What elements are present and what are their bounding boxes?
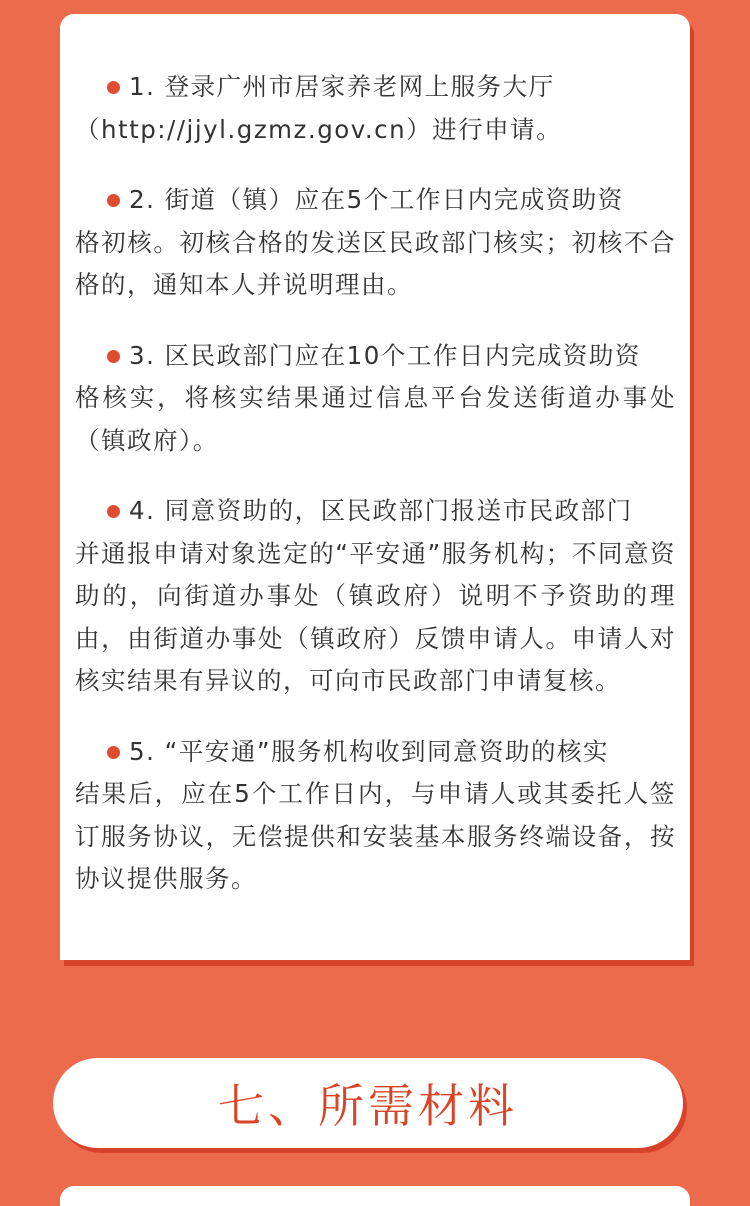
bullet-dot-icon [107,505,120,518]
procedure-step-2 [75,179,676,307]
step-1-text: （http://jjyl.gzmz.gov.cn）进行申请。 [75,114,563,144]
step-3-first-line: 3. 区民政部门应在10个工作日内完成资助资 [129,340,641,370]
procedure-step-5 [75,731,676,901]
step-3-text: 格核实，将核实结果通过信息平台发送街道办事处（镇政府）。 [75,383,676,455]
step-2-first-line: 2. 街道（镇）应在5个工作日内完成资助资 [129,185,624,214]
bullet-dot-icon [107,350,120,363]
step-5-text: 结果后，应在5个工作日内，与申请人或其委托人签订服务协议，无偿提供和安装基本服务终端设备，按协议提供服务。 [75,779,676,893]
procedure-step-1 [75,66,676,151]
step-4-text: 并通报申请对象选定的“平安通”服务机构；不同意资助的，向街道办事处（镇政府）说明不予资助的理由，由街道办事处（镇政府）反馈申请人。申请人对核实结果有异议的，可向市民政部门申请复核。 [75,538,676,695]
procedure-step-3 [75,335,676,463]
next-card-edge [60,1186,690,1206]
procedure-card [60,14,690,960]
step-1-first-line: 1. 登录广州市居家养老网上服务大厅 [129,72,555,101]
step-5-first-line: 5. “平安通”服务机构收到同意资助的核实 [129,736,610,766]
bullet-dot-icon [107,746,120,759]
section-header [53,1058,683,1148]
procedure-step-4 [75,490,676,703]
step-4-first-line: 4. 同意资助的，区民政部门报送市民政部门 [129,496,633,525]
bullet-dot-icon [107,194,120,207]
step-2-text: 格初核。初核合格的发送区民政部门核实；初核不合格的，通知本人并说明理由。 [75,227,676,299]
bullet-dot-icon [107,81,120,94]
section-title: 七、所需材料 [218,1079,518,1133]
